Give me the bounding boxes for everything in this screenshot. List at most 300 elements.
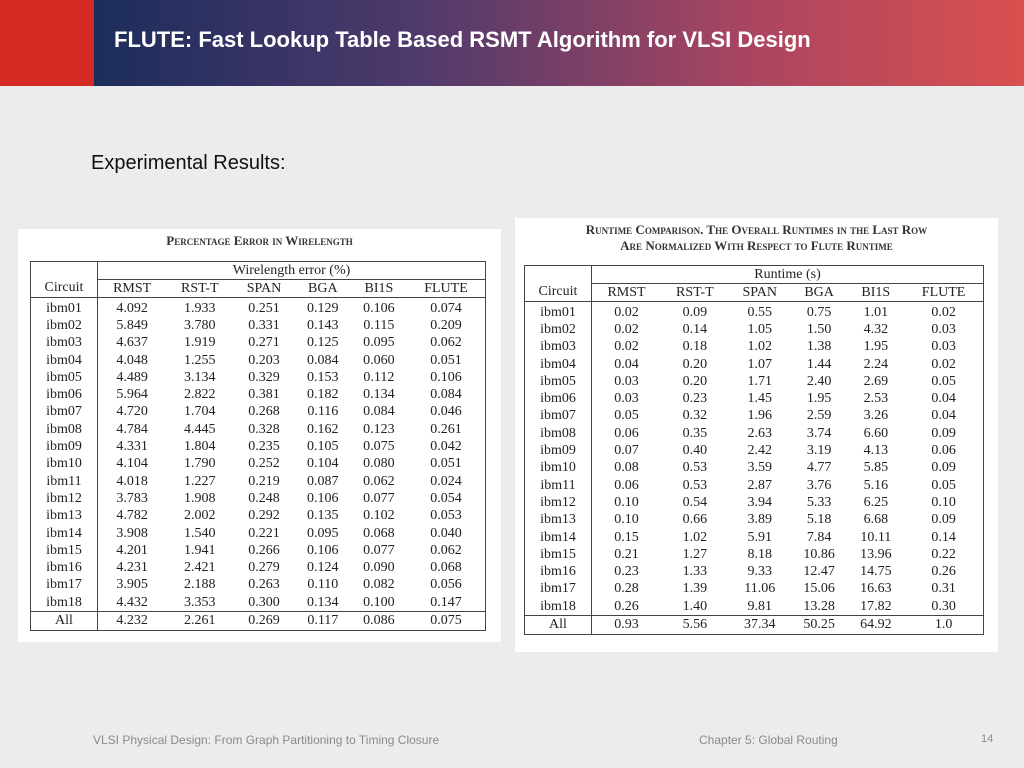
table-cell: 0.03 bbox=[904, 339, 983, 356]
table-cell: 4.432 bbox=[98, 594, 167, 612]
table-cell: 0.080 bbox=[363, 456, 395, 472]
runtime-table-body bbox=[525, 302, 984, 635]
table-row bbox=[525, 442, 984, 459]
table-cell: 4.782 bbox=[98, 508, 167, 525]
circuit-name-cell: ibm16 bbox=[525, 563, 592, 580]
table-cell: 2.59 bbox=[806, 408, 832, 424]
table-cell: 0.09 bbox=[682, 304, 708, 320]
table-cell: 3.134 bbox=[184, 369, 216, 385]
column-header: BI1S bbox=[847, 284, 904, 302]
table-cell: 0.15 bbox=[592, 529, 662, 546]
table-cell: 0.040 bbox=[407, 525, 486, 542]
table-cell: 0.075 bbox=[363, 439, 395, 455]
circuit-name-cell: ibm17 bbox=[525, 581, 592, 598]
table-row bbox=[31, 386, 486, 403]
table-cell: 1.255 bbox=[184, 352, 216, 368]
circuit-name-cell: ibm17 bbox=[31, 577, 98, 594]
table-cell: 3.908 bbox=[98, 525, 167, 542]
table-row bbox=[31, 456, 486, 473]
table-cell: 0.381 bbox=[248, 387, 280, 403]
circuit-name-cell: ibm04 bbox=[31, 352, 98, 369]
circuit-name-cell: ibm16 bbox=[31, 559, 98, 576]
table-row bbox=[31, 594, 486, 612]
table-cell: 1.33 bbox=[682, 564, 708, 580]
table-cell: 13.96 bbox=[860, 546, 892, 562]
table-row bbox=[525, 339, 984, 356]
table-cell: 0.106 bbox=[307, 490, 339, 506]
table-cell: 3.19 bbox=[806, 443, 832, 459]
runtime-group-header: Runtime (s) bbox=[592, 266, 984, 284]
table-cell: 0.53 bbox=[682, 460, 708, 476]
table-cell: 6.60 bbox=[863, 425, 889, 441]
table-cell: 0.123 bbox=[363, 421, 395, 437]
table-row bbox=[525, 546, 984, 563]
circuit-name-cell: ibm01 bbox=[525, 302, 592, 322]
circuit-name-cell: ibm12 bbox=[31, 490, 98, 507]
table-cell: 2.261 bbox=[166, 612, 233, 631]
table-cell: 0.135 bbox=[307, 508, 339, 524]
table-cell: 0.077 bbox=[363, 490, 395, 506]
table-cell: 0.10 bbox=[592, 494, 662, 511]
table-cell: 0.084 bbox=[363, 404, 395, 420]
table-cell: 0.266 bbox=[248, 542, 280, 558]
table-cell: 4.32 bbox=[863, 321, 889, 337]
wirelength-table bbox=[30, 261, 486, 631]
table-cell: 0.077 bbox=[363, 542, 395, 558]
table-cell: 0.106 bbox=[363, 300, 395, 316]
runtime-table bbox=[524, 265, 984, 635]
wirelength-table-panel bbox=[18, 229, 501, 642]
table-cell: 5.18 bbox=[806, 512, 832, 528]
table-cell: 0.03 bbox=[592, 373, 662, 390]
table-cell: 2.40 bbox=[806, 373, 832, 389]
table-cell: 0.105 bbox=[307, 439, 339, 455]
table-cell: 1.01 bbox=[863, 304, 889, 320]
table-cell: 5.16 bbox=[863, 477, 889, 493]
table-cell: 50.25 bbox=[791, 616, 848, 635]
table-cell: 10.86 bbox=[803, 546, 835, 562]
table-cell: 16.63 bbox=[860, 581, 892, 597]
table-cell: 7.84 bbox=[806, 529, 832, 545]
table-row bbox=[31, 508, 486, 525]
circuit-name-cell: ibm03 bbox=[31, 335, 98, 352]
runtime-table-panel bbox=[515, 218, 998, 652]
wirelength-table-caption: Percentage Error in Wirelength bbox=[166, 233, 353, 248]
table-cell: 0.06 bbox=[592, 477, 662, 494]
table-cell: 9.81 bbox=[747, 598, 772, 614]
table-cell: 0.095 bbox=[363, 335, 395, 351]
table-cell: 2.87 bbox=[747, 477, 772, 493]
table-summary-row bbox=[31, 612, 486, 631]
table-cell: 5.33 bbox=[806, 494, 832, 510]
table-cell: 0.66 bbox=[682, 512, 708, 528]
table-cell: 1.95 bbox=[863, 339, 889, 355]
table-cell: 0.147 bbox=[407, 594, 486, 612]
table-cell: 0.110 bbox=[307, 577, 339, 593]
table-cell: 0.252 bbox=[248, 456, 280, 472]
table-cell: 0.086 bbox=[351, 612, 407, 631]
table-cell: 1.96 bbox=[747, 408, 772, 424]
table-row bbox=[31, 352, 486, 369]
table-cell: 0.219 bbox=[248, 473, 280, 489]
circuit-name-cell: ibm06 bbox=[31, 386, 98, 403]
table-cell: 0.40 bbox=[682, 443, 708, 459]
circuit-name-cell: ibm07 bbox=[31, 404, 98, 421]
table-cell: 0.02 bbox=[592, 302, 662, 322]
circuit-name-cell: ibm11 bbox=[31, 473, 98, 490]
footer-chapter: Chapter 5: Global Routing bbox=[699, 733, 838, 747]
circuit-name-cell: ibm10 bbox=[31, 456, 98, 473]
wirelength-group-header: Wirelength error (%) bbox=[98, 262, 486, 280]
column-header: BGA bbox=[791, 284, 848, 302]
table-cell: 1.27 bbox=[682, 546, 708, 562]
circuit-name-cell: All bbox=[525, 616, 592, 635]
table-cell: 1.45 bbox=[747, 391, 772, 407]
column-header: RST-T bbox=[661, 284, 729, 302]
table-cell: 13.28 bbox=[803, 598, 835, 614]
empty-header-cell bbox=[525, 266, 592, 284]
circuit-name-cell: ibm18 bbox=[525, 598, 592, 616]
table-row bbox=[525, 598, 984, 616]
circuit-name-cell: ibm13 bbox=[525, 512, 592, 529]
circuit-name-cell: ibm01 bbox=[31, 298, 98, 318]
circuit-name-cell: All bbox=[31, 612, 98, 631]
table-column-header-row bbox=[31, 280, 486, 298]
table-cell: 0.05 bbox=[904, 373, 983, 390]
circuit-name-cell: ibm11 bbox=[525, 477, 592, 494]
circuit-name-cell: ibm18 bbox=[31, 594, 98, 612]
runtime-caption-line-2: Are Normalized With Respect to Flute Runtime bbox=[620, 238, 893, 253]
table-cell: 0.328 bbox=[248, 421, 280, 437]
table-cell: 0.04 bbox=[904, 408, 983, 425]
table-cell: 0.087 bbox=[307, 473, 339, 489]
table-cell: 2.63 bbox=[747, 425, 772, 441]
table-cell: 0.251 bbox=[248, 300, 280, 316]
table-cell: 0.054 bbox=[407, 490, 486, 507]
column-header: FLUTE bbox=[407, 280, 486, 298]
table-cell: 0.55 bbox=[747, 304, 772, 320]
table-cell: 0.102 bbox=[363, 508, 395, 524]
table-cell: 0.068 bbox=[407, 559, 486, 576]
table-cell: 0.134 bbox=[363, 387, 395, 403]
table-cell: 11.06 bbox=[744, 581, 776, 597]
table-cell: 0.082 bbox=[363, 577, 395, 593]
table-cell: 0.068 bbox=[363, 525, 395, 541]
table-cell: 3.26 bbox=[863, 408, 889, 424]
table-cell: 0.046 bbox=[407, 404, 486, 421]
table-cell: 0.03 bbox=[904, 321, 983, 338]
circuit-name-cell: ibm08 bbox=[525, 425, 592, 442]
table-summary-row bbox=[525, 616, 984, 635]
table-cell: 0.28 bbox=[592, 581, 662, 598]
table-cell: 5.56 bbox=[661, 616, 729, 635]
table-cell: 0.269 bbox=[233, 612, 294, 631]
table-cell: 3.76 bbox=[806, 477, 832, 493]
table-cell: 0.062 bbox=[407, 335, 486, 352]
table-cell: 0.053 bbox=[407, 508, 486, 525]
table-cell: 4.784 bbox=[98, 421, 167, 438]
circuit-name-cell: ibm06 bbox=[525, 390, 592, 407]
table-cell: 0.09 bbox=[904, 512, 983, 529]
table-cell: 1.790 bbox=[184, 456, 216, 472]
circuit-name-cell: ibm14 bbox=[525, 529, 592, 546]
table-cell: 2.188 bbox=[184, 577, 216, 593]
table-cell: 0.153 bbox=[307, 369, 339, 385]
table-cell: 0.162 bbox=[307, 421, 339, 437]
table-group-header-row bbox=[31, 262, 486, 280]
table-cell: 0.75 bbox=[806, 304, 832, 320]
table-row bbox=[31, 559, 486, 576]
table-cell: 0.06 bbox=[904, 442, 983, 459]
table-cell: 4.331 bbox=[98, 438, 167, 455]
table-cell: 0.53 bbox=[682, 477, 708, 493]
table-cell: 0.02 bbox=[592, 321, 662, 338]
table-cell: 1.44 bbox=[806, 356, 832, 372]
table-cell: 0.04 bbox=[904, 390, 983, 407]
table-cell: 0.268 bbox=[248, 404, 280, 420]
table-cell: 0.31 bbox=[904, 581, 983, 598]
table-cell: 6.25 bbox=[863, 494, 889, 510]
column-header: Circuit bbox=[525, 284, 592, 302]
runtime-caption-line-1: Runtime Comparison. The Overall Runtimes in the Last Row bbox=[585, 222, 928, 237]
table-cell: 0.060 bbox=[363, 352, 395, 368]
table-row bbox=[31, 404, 486, 421]
table-cell: 12.47 bbox=[803, 564, 835, 580]
table-cell: 0.051 bbox=[407, 352, 486, 369]
circuit-name-cell: ibm12 bbox=[525, 494, 592, 511]
table-cell: 1.227 bbox=[184, 473, 216, 489]
table-cell: 0.20 bbox=[682, 373, 708, 389]
table-cell: 1.95 bbox=[806, 391, 832, 407]
table-row bbox=[31, 473, 486, 490]
table-cell: 0.292 bbox=[248, 508, 280, 524]
table-cell: 0.203 bbox=[248, 352, 280, 368]
table-cell: 0.02 bbox=[592, 339, 662, 356]
table-row bbox=[31, 369, 486, 386]
circuit-name-cell: ibm15 bbox=[31, 542, 98, 559]
table-cell: 2.42 bbox=[747, 443, 772, 459]
table-cell: 0.03 bbox=[592, 390, 662, 407]
table-cell: 0.104 bbox=[307, 456, 339, 472]
table-row bbox=[31, 438, 486, 455]
table-cell: 1.704 bbox=[184, 404, 216, 420]
column-header: RMST bbox=[592, 284, 662, 302]
table-cell: 17.82 bbox=[860, 598, 892, 614]
table-row bbox=[525, 494, 984, 511]
table-cell: 0.075 bbox=[407, 612, 486, 631]
table-cell: 0.261 bbox=[407, 421, 486, 438]
table-cell: 0.125 bbox=[307, 335, 339, 351]
table-row bbox=[525, 425, 984, 442]
table-cell: 0.062 bbox=[363, 473, 395, 489]
circuit-name-cell: ibm10 bbox=[525, 460, 592, 477]
table-cell: 1.0 bbox=[904, 616, 983, 635]
table-cell: 4.201 bbox=[98, 542, 167, 559]
table-cell: 0.115 bbox=[363, 317, 395, 333]
table-cell: 2.822 bbox=[184, 387, 216, 403]
table-row bbox=[525, 408, 984, 425]
table-cell: 0.02 bbox=[904, 302, 983, 322]
table-cell: 2.69 bbox=[863, 373, 889, 389]
table-cell: 1.941 bbox=[184, 542, 216, 558]
column-header: FLUTE bbox=[904, 284, 983, 302]
table-row bbox=[525, 563, 984, 580]
table-cell: 1.50 bbox=[806, 321, 832, 337]
table-cell: 0.93 bbox=[592, 616, 662, 635]
column-header: BGA bbox=[295, 280, 351, 298]
table-cell: 0.221 bbox=[248, 525, 280, 541]
table-cell: 0.05 bbox=[904, 477, 983, 494]
table-cell: 4.77 bbox=[806, 460, 832, 476]
table-cell: 3.905 bbox=[98, 577, 167, 594]
circuit-name-cell: ibm02 bbox=[525, 321, 592, 338]
table-cell: 0.116 bbox=[307, 404, 339, 420]
table-cell: 5.91 bbox=[747, 529, 772, 545]
wirelength-table-body bbox=[31, 298, 486, 631]
table-row bbox=[31, 298, 486, 318]
table-cell: 0.235 bbox=[248, 439, 280, 455]
slide-title: FLUTE: Fast Lookup Table Based RSMT Algorithm for VLSI Design bbox=[114, 27, 811, 52]
table-row bbox=[525, 390, 984, 407]
table-cell: 5.849 bbox=[98, 317, 167, 334]
table-cell: 3.59 bbox=[747, 460, 772, 476]
table-cell: 1.71 bbox=[747, 373, 772, 389]
table-cell: 0.26 bbox=[904, 563, 983, 580]
table-cell: 2.002 bbox=[184, 508, 216, 524]
circuit-name-cell: ibm09 bbox=[31, 438, 98, 455]
table-cell: 0.095 bbox=[307, 525, 339, 541]
runtime-table-caption bbox=[515, 218, 998, 265]
table-cell: 0.271 bbox=[248, 335, 280, 351]
table-cell: 0.30 bbox=[904, 598, 983, 616]
table-row bbox=[31, 542, 486, 559]
table-cell: 0.100 bbox=[363, 594, 395, 610]
table-cell: 0.084 bbox=[407, 386, 486, 403]
table-cell: 0.051 bbox=[407, 456, 486, 473]
table-cell: 0.08 bbox=[592, 460, 662, 477]
table-row bbox=[31, 490, 486, 507]
title-bar bbox=[94, 0, 1024, 86]
circuit-name-cell: ibm09 bbox=[525, 442, 592, 459]
circuit-name-cell: ibm08 bbox=[31, 421, 98, 438]
table-row bbox=[525, 477, 984, 494]
table-row bbox=[31, 577, 486, 594]
table-row bbox=[525, 321, 984, 338]
table-cell: 0.20 bbox=[682, 356, 708, 372]
table-row bbox=[31, 421, 486, 438]
circuit-name-cell: ibm13 bbox=[31, 508, 98, 525]
table-cell: 0.112 bbox=[363, 369, 395, 385]
footer-book-title: VLSI Physical Design: From Graph Partitioning to Timing Closure bbox=[93, 733, 440, 747]
table-cell: 2.24 bbox=[863, 356, 889, 372]
table-cell: 1.05 bbox=[747, 321, 772, 337]
table-cell: 1.38 bbox=[806, 339, 832, 355]
table-row bbox=[525, 460, 984, 477]
table-cell: 0.09 bbox=[904, 425, 983, 442]
table-row bbox=[31, 525, 486, 542]
table-cell: 0.14 bbox=[904, 529, 983, 546]
table-cell: 4.231 bbox=[98, 559, 167, 576]
table-cell: 0.056 bbox=[407, 577, 486, 594]
circuit-name-cell: ibm05 bbox=[525, 373, 592, 390]
table-row bbox=[525, 529, 984, 546]
column-header: RST-T bbox=[166, 280, 233, 298]
table-row bbox=[525, 512, 984, 529]
table-cell: 0.05 bbox=[592, 408, 662, 425]
corner-accent-block bbox=[0, 0, 94, 86]
table-cell: 0.14 bbox=[682, 321, 708, 337]
table-cell: 8.18 bbox=[747, 546, 772, 562]
table-cell: 0.22 bbox=[904, 546, 983, 563]
table-cell: 2.53 bbox=[863, 391, 889, 407]
table-column-header-row bbox=[525, 284, 984, 302]
circuit-name-cell: ibm03 bbox=[525, 339, 592, 356]
table-cell: 0.024 bbox=[407, 473, 486, 490]
table-cell: 1.02 bbox=[682, 529, 708, 545]
column-header: Circuit bbox=[31, 280, 98, 298]
table-cell: 14.75 bbox=[860, 564, 892, 580]
page-number: 14 bbox=[981, 733, 994, 745]
table-row bbox=[31, 317, 486, 334]
table-cell: 4.018 bbox=[98, 473, 167, 490]
table-cell: 0.23 bbox=[682, 391, 708, 407]
table-cell: 3.74 bbox=[806, 425, 832, 441]
table-cell: 0.117 bbox=[295, 612, 351, 631]
table-cell: 3.780 bbox=[184, 317, 216, 333]
table-cell: 0.54 bbox=[682, 494, 708, 510]
table-cell: 4.092 bbox=[98, 298, 167, 318]
table-cell: 0.02 bbox=[904, 356, 983, 373]
table-cell: 0.143 bbox=[307, 317, 339, 333]
table-cell: 0.329 bbox=[248, 369, 280, 385]
circuit-name-cell: ibm14 bbox=[31, 525, 98, 542]
table-cell: 0.18 bbox=[682, 339, 708, 355]
table-cell: 3.783 bbox=[98, 490, 167, 507]
table-group-header-row bbox=[525, 266, 984, 284]
section-subheading: Experimental Results: bbox=[91, 152, 286, 174]
table-cell: 0.09 bbox=[904, 460, 983, 477]
table-cell: 6.68 bbox=[863, 512, 889, 528]
table-cell: 0.084 bbox=[307, 352, 339, 368]
column-header: BI1S bbox=[351, 280, 407, 298]
table-cell: 5.964 bbox=[98, 386, 167, 403]
table-cell: 3.94 bbox=[747, 494, 772, 510]
table-cell: 0.26 bbox=[592, 598, 662, 616]
table-cell: 0.248 bbox=[248, 490, 280, 506]
empty-header-cell bbox=[31, 262, 98, 280]
table-cell: 1.933 bbox=[184, 300, 216, 316]
table-cell: 4.720 bbox=[98, 404, 167, 421]
table-cell: 3.89 bbox=[747, 512, 772, 528]
table-row bbox=[525, 581, 984, 598]
table-cell: 0.06 bbox=[592, 425, 662, 442]
table-cell: 0.129 bbox=[307, 300, 339, 316]
table-cell: 0.062 bbox=[407, 542, 486, 559]
table-cell: 1.908 bbox=[184, 490, 216, 506]
table-cell: 0.263 bbox=[248, 577, 280, 593]
table-cell: 0.07 bbox=[592, 442, 662, 459]
table-cell: 0.10 bbox=[592, 512, 662, 529]
table-cell: 64.92 bbox=[847, 616, 904, 635]
table-cell: 0.134 bbox=[307, 594, 339, 610]
column-header: RMST bbox=[98, 280, 167, 298]
table-cell: 4.489 bbox=[98, 369, 167, 386]
table-cell: 4.104 bbox=[98, 456, 167, 473]
table-cell: 0.300 bbox=[248, 594, 280, 610]
table-cell: 37.34 bbox=[729, 616, 791, 635]
table-cell: 0.21 bbox=[592, 546, 662, 563]
table-cell: 0.182 bbox=[307, 387, 339, 403]
